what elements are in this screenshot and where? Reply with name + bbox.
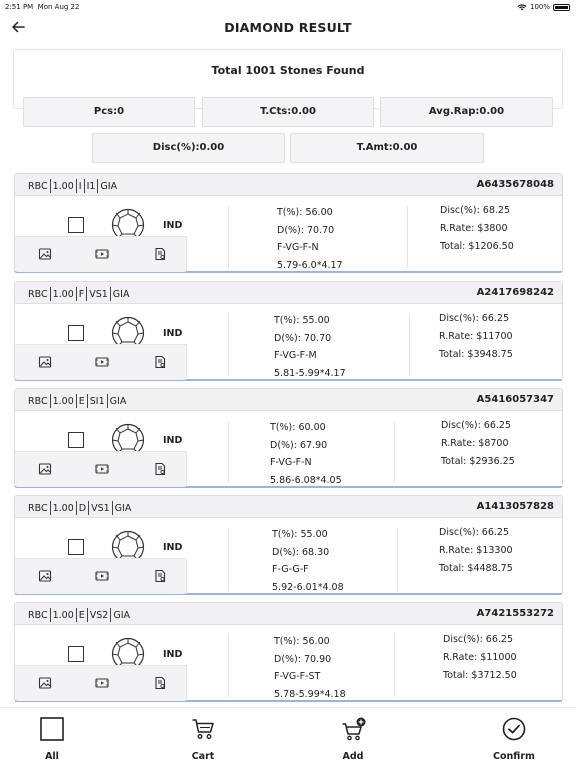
stone-origin: IND	[163, 649, 183, 660]
image-icon[interactable]	[38, 569, 52, 583]
stone-measurements	[270, 419, 342, 489]
divider	[394, 635, 395, 697]
stone-depth: D(%): 68.30	[272, 546, 330, 558]
video-icon[interactable]	[95, 569, 109, 583]
stone-clarity: I1	[86, 180, 96, 192]
stone-id[interactable]: A5416057347	[476, 394, 554, 405]
divider	[407, 206, 408, 268]
stone-finish: F-VG-F-N	[270, 457, 312, 468]
cart-label: Cart	[191, 751, 215, 762]
stone-total: Total: $1206.50	[440, 241, 514, 252]
stat-discount: Disc(%):0.00	[92, 133, 285, 163]
stone-finish: F-VG-F-M	[274, 350, 317, 361]
select-checkbox[interactable]	[68, 646, 84, 662]
stone-id[interactable]: A7421553272	[476, 608, 554, 619]
battery-icon	[553, 4, 570, 11]
divider	[228, 421, 229, 483]
select-checkbox[interactable]	[68, 432, 84, 448]
stone-origin: IND	[163, 328, 183, 339]
divider	[409, 314, 410, 376]
select-checkbox[interactable]	[68, 217, 84, 233]
cart-icon	[191, 717, 215, 741]
total-stones-found: Total 1001 Stones Found	[211, 64, 365, 77]
stone-carat: 1.00	[52, 288, 74, 300]
stat-total-amount: T.Amt:0.00	[290, 133, 484, 163]
stone-rap-rate: R.Rate: $13300	[439, 545, 513, 556]
stone-card-header	[15, 603, 562, 625]
stone-color: E	[78, 609, 85, 621]
media-tray	[15, 665, 187, 701]
select-all-label: All	[45, 751, 59, 762]
stone-rap-rate: R.Rate: $8700	[441, 438, 509, 449]
stone-measurements	[274, 312, 346, 382]
stone-card-header	[15, 496, 562, 518]
stone-rap-rate: R.Rate: $3800	[440, 223, 508, 234]
stone-lab: GIA	[100, 180, 118, 192]
battery-percent: 100%	[529, 3, 550, 11]
status-time: 2:51 PM Mon Aug 22	[5, 3, 80, 11]
stone-shape: RBC	[28, 180, 48, 192]
stone-discount: Disc(%): 66.25	[439, 527, 509, 538]
divider	[228, 528, 229, 590]
stone-card-header	[15, 282, 562, 304]
check-circle-icon	[502, 717, 526, 741]
select-all-button[interactable]	[7, 714, 97, 764]
stone-measurements	[272, 526, 344, 596]
stone-rap-rate: R.Rate: $11700	[439, 331, 513, 342]
stone-pricing	[439, 524, 513, 578]
video-icon[interactable]	[95, 462, 109, 476]
stone-id[interactable]: A6435678048	[476, 179, 554, 190]
stone-discount: Disc(%): 66.25	[441, 420, 511, 431]
stone-card-header	[15, 389, 562, 411]
stone-color: D	[78, 502, 87, 514]
stone-id[interactable]: A1413057828	[476, 501, 554, 512]
select-checkbox[interactable]	[68, 539, 84, 555]
stone-discount: Disc(%): 66.25	[439, 313, 509, 324]
add-label: Add	[342, 751, 364, 762]
stone-color: F	[78, 288, 85, 300]
stone-discount: Disc(%): 68.25	[440, 205, 510, 216]
stone-dimensions: 5.81-5.99*4.17	[274, 367, 346, 379]
stone-carat: 1.00	[52, 180, 74, 192]
confirm-button[interactable]	[469, 714, 559, 764]
stone-shape: RBC	[28, 395, 48, 407]
media-tray	[15, 451, 187, 487]
stone-finish: F-VG-F-N	[277, 242, 319, 253]
page-title: DIAMOND RESULT	[224, 20, 352, 35]
stone-color: E	[78, 395, 85, 407]
stone-card[interactable]	[14, 495, 563, 595]
stone-dimensions: 5.79-6.0*4.17	[277, 259, 343, 271]
stone-lab: GIA	[114, 502, 132, 514]
video-icon[interactable]	[95, 355, 109, 369]
stone-spec	[27, 501, 132, 515]
checkbox-icon	[40, 717, 64, 741]
divider	[228, 635, 229, 697]
certificate-icon[interactable]	[153, 247, 167, 261]
stone-color: I	[78, 180, 82, 192]
bottom-nav	[0, 707, 576, 768]
stone-total: Total: $2936.25	[441, 456, 515, 467]
cart-button[interactable]	[158, 714, 248, 764]
stone-spec	[27, 394, 127, 408]
stat-avg-rap: Avg.Rap:0.00	[380, 97, 553, 127]
stone-card[interactable]	[14, 281, 563, 381]
stone-measurements	[277, 204, 343, 274]
stone-depth: D(%): 70.70	[277, 224, 335, 236]
stone-lab: GIA	[113, 609, 131, 621]
stone-table: T(%): 56.00	[274, 636, 330, 647]
stone-shape: RBC	[28, 288, 48, 300]
stone-origin: IND	[163, 542, 183, 553]
stone-shape: RBC	[28, 609, 48, 621]
image-icon[interactable]	[38, 355, 52, 369]
stone-origin: IND	[163, 220, 183, 231]
certificate-icon[interactable]	[153, 569, 167, 583]
media-tray	[15, 558, 187, 594]
stone-shape: RBC	[28, 502, 48, 514]
app-header	[0, 14, 576, 42]
divider	[228, 206, 229, 268]
stone-depth: D(%): 70.70	[274, 332, 332, 344]
stone-pricing	[439, 310, 513, 364]
stone-clarity: VS1	[91, 502, 110, 514]
stone-table: T(%): 55.00	[272, 529, 328, 540]
certificate-icon[interactable]	[153, 462, 167, 476]
stone-carat: 1.00	[52, 395, 74, 407]
stone-total: Total: $3948.75	[439, 349, 513, 360]
stone-dimensions: 5.86-6.08*4.05	[270, 474, 342, 486]
stone-pricing	[441, 417, 515, 471]
video-icon[interactable]	[95, 247, 109, 261]
divider	[228, 314, 229, 376]
media-tray	[15, 236, 187, 272]
divider	[397, 528, 398, 590]
stone-origin: IND	[163, 435, 183, 446]
stone-card[interactable]	[14, 388, 563, 488]
stat-total-carats: T.Cts:0.00	[202, 97, 374, 127]
stone-card-header	[15, 174, 562, 196]
stone-total: Total: $4488.75	[439, 563, 513, 574]
stone-table: T(%): 60.00	[270, 422, 326, 433]
status-bar	[0, 0, 576, 14]
stone-depth: D(%): 67.90	[270, 439, 328, 451]
add-to-cart-button[interactable]	[308, 714, 398, 764]
wifi-icon	[517, 3, 527, 11]
status-right	[517, 3, 570, 11]
stone-dimensions: 5.78-5.99*4.18	[274, 688, 346, 700]
add-cart-icon	[341, 717, 367, 741]
image-icon[interactable]	[38, 462, 52, 476]
stone-clarity: VS1	[89, 288, 108, 300]
stone-table: T(%): 55.00	[274, 315, 330, 326]
stone-finish: F-VG-F-ST	[274, 671, 321, 682]
stone-finish: F-G-G-F	[272, 564, 309, 575]
stone-carat: 1.00	[52, 609, 74, 621]
stone-lab: GIA	[112, 288, 130, 300]
confirm-label: Confirm	[493, 751, 535, 762]
certificate-icon[interactable]	[153, 676, 167, 690]
stone-spec	[27, 287, 130, 301]
stone-total: Total: $3712.50	[443, 670, 517, 681]
divider	[394, 421, 395, 483]
stone-lab: GIA	[109, 395, 127, 407]
stone-clarity: SI1	[89, 395, 105, 407]
stone-depth: D(%): 70.90	[274, 653, 332, 665]
stone-spec	[27, 179, 118, 193]
stone-table: T(%): 56.00	[277, 207, 333, 218]
stone-id[interactable]: A2417698242	[476, 287, 554, 298]
stone-pricing	[440, 202, 514, 256]
stone-discount: Disc(%): 66.25	[443, 634, 513, 645]
stone-carat: 1.00	[52, 502, 74, 514]
media-tray	[15, 344, 187, 380]
stone-card[interactable]	[14, 173, 563, 273]
image-icon[interactable]	[38, 247, 52, 261]
stat-pcs: Pcs:0	[23, 97, 195, 127]
stone-rap-rate: R.Rate: $11000	[443, 652, 517, 663]
stone-dimensions: 5.92-6.01*4.08	[272, 581, 344, 593]
stone-card[interactable]	[14, 602, 563, 702]
image-icon[interactable]	[38, 676, 52, 690]
stone-measurements	[274, 633, 346, 703]
select-checkbox[interactable]	[68, 325, 84, 341]
stone-pricing	[443, 631, 517, 685]
stone-clarity: VS2	[89, 609, 109, 621]
video-icon[interactable]	[95, 676, 109, 690]
stone-spec	[27, 608, 131, 622]
certificate-icon[interactable]	[153, 355, 167, 369]
